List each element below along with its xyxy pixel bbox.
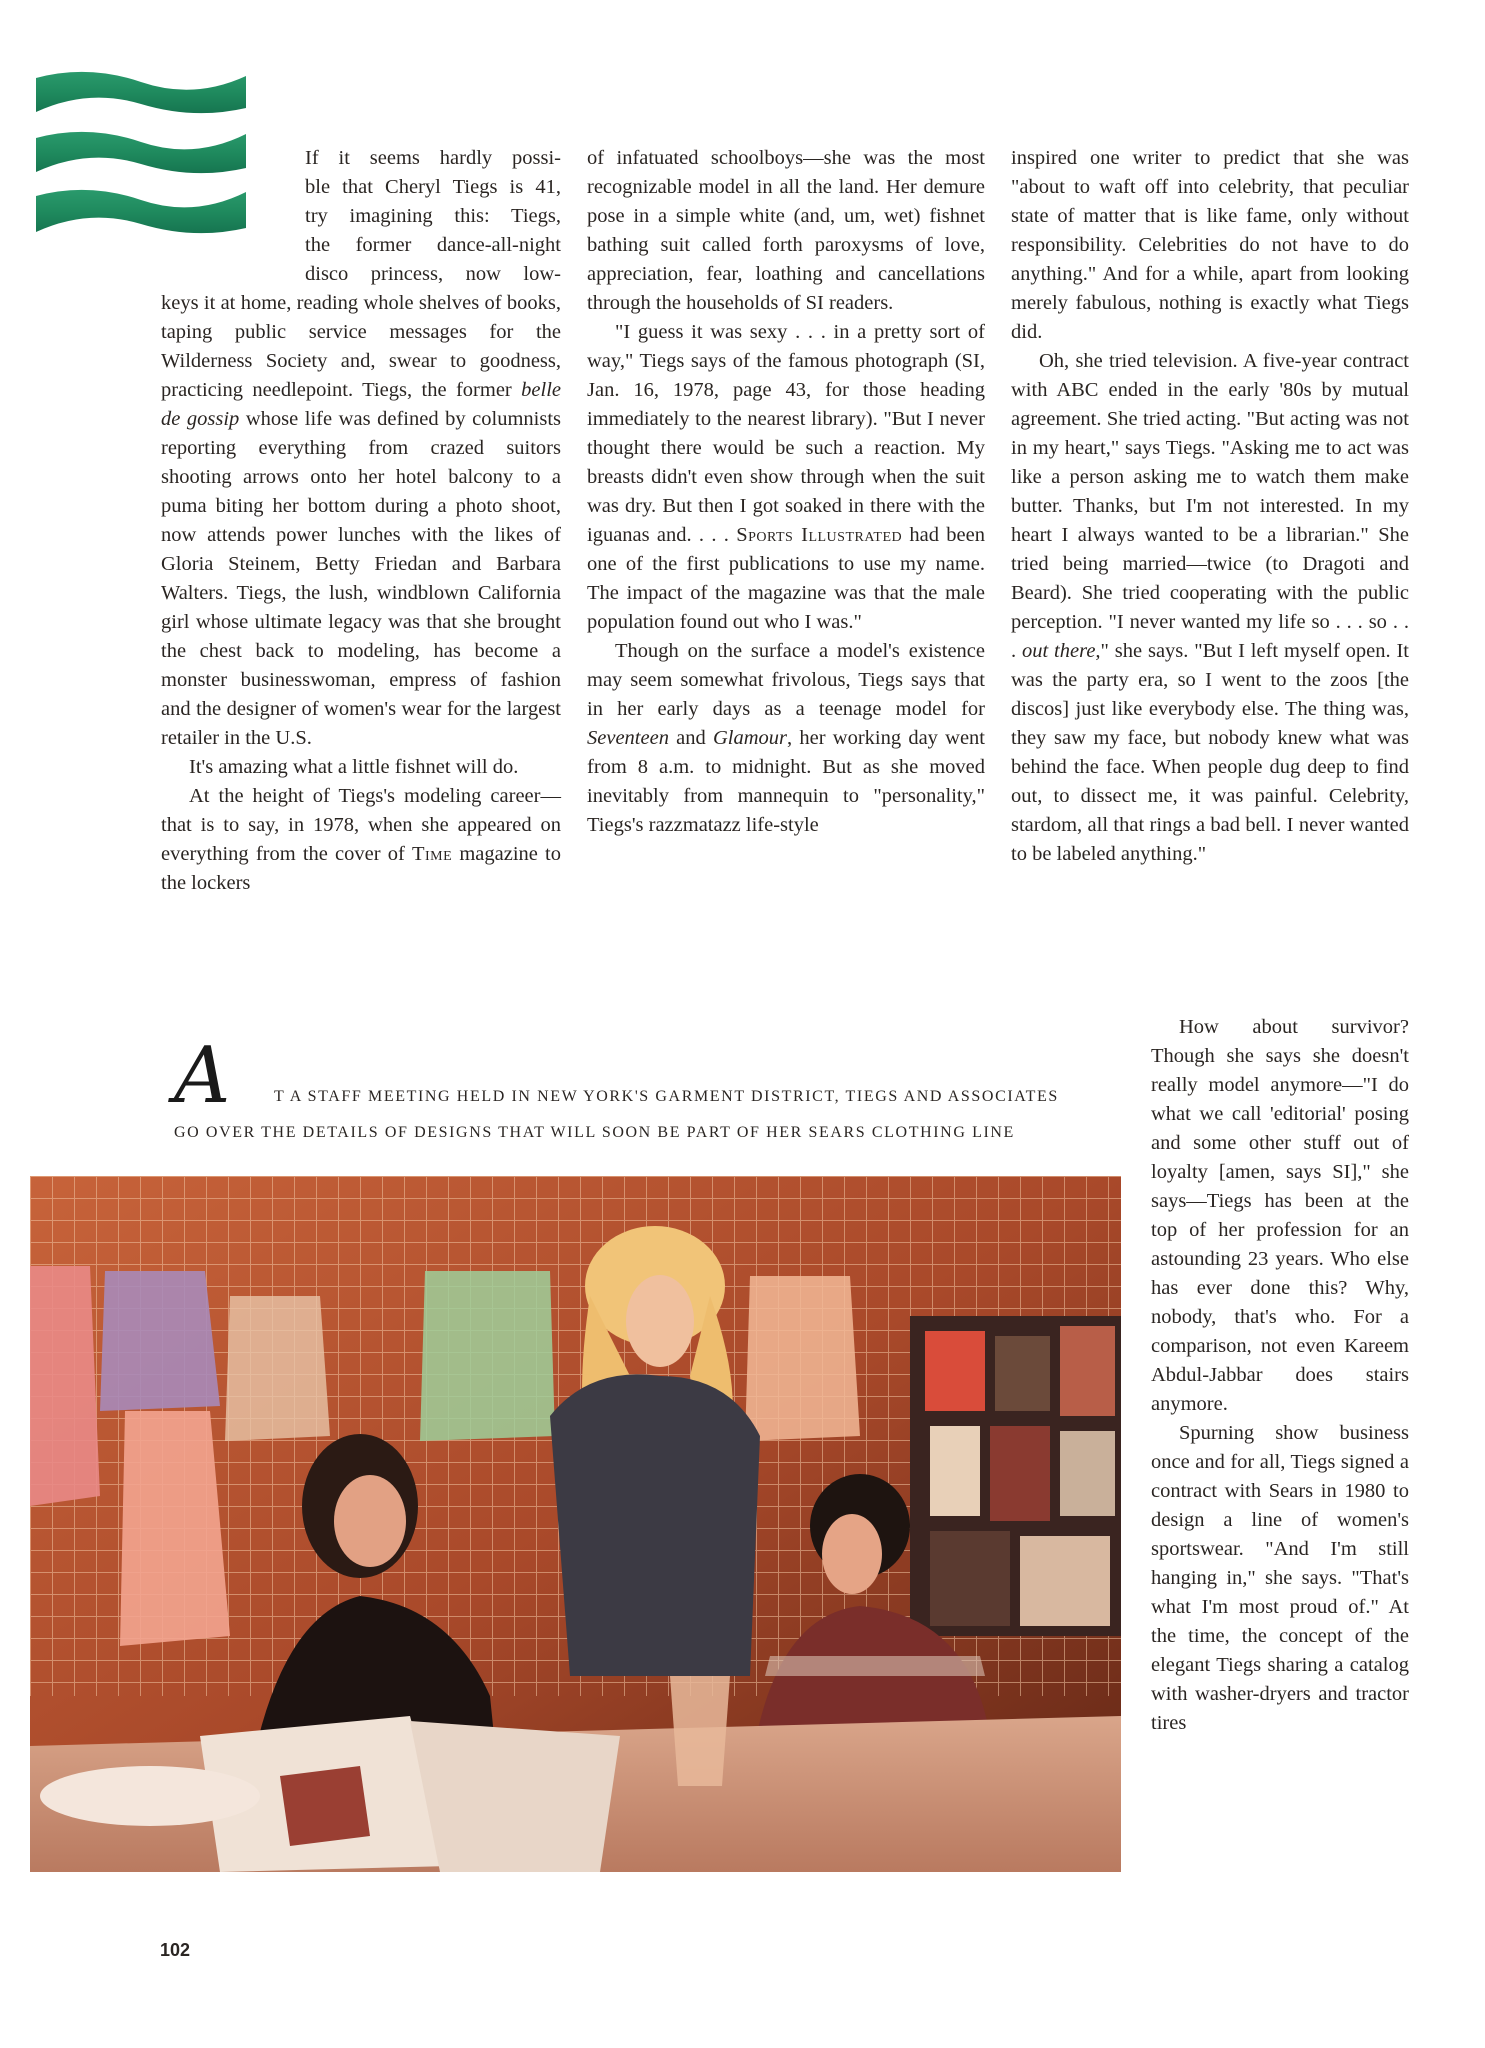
wave-logo-icon [36,68,246,248]
page-number: 102 [160,1940,191,1960]
column-1-opening [305,144,561,289]
italic-phrase: belle de gossip [161,379,561,430]
photo-illustration [30,1176,1121,1872]
opening-line-3: try imagining this: Tiegs, [305,205,561,227]
opening-line-5: disco princess, now low- [305,263,561,285]
text-run: " she says. "But I left myself open. It was the party era, so I went to the zoos [the discos] just like everybody else. The thing was, they saw my face, but nobody knew what was behind the face. When people dug deep to find out, to dissect me, it was painful. Celebrity, stardom, all that rings a bad bell. I never wanted to be labeled anything." [1011,640,1410,865]
opening-line-4: the former dance-all-night [305,234,561,256]
paragraph: of infatuated schoolboys—she was the most recognizable model in all the land. Her demure pose in a simple white (and, um, wet) fishnet bathing suit called forth paroxysms of love, appreciation, fear, loathing and cancellations through the households of SI readers. [587,147,985,314]
paragraph [161,289,561,753]
text-run: Oh, she tried television. A five-year contract with ABC ended in the early '80s by mutual agreement. She tried acting. "But acting was not in my heart," says Tiegs. "Asking me to act was like a person asking me to watch them make butter. Thanks, but I'm not interested. In my heart I always wanted to be a librarian." She tried being married—twice (to Dragoti and Beard). She tried cooperating with the public perception. "I never wanted my life so . . . so . . . [1011,350,1409,662]
paragraph [587,318,985,637]
paragraph: It's amazing what a little fishnet will do. [189,756,519,778]
paragraph: How about survivor? Though she says she doesn't really model anymore—"I do what we call 'editorial' posing and some other stuff out of loyalty [amen, says SI]," she says—Tiegs has been at the top of her profession for an astounding 23 years. Who else has ever done this? Why, nobody, that's who. For a comparison, not even Kareem Abdul-Jabbar does stairs anymore. [1151,1016,1409,1415]
text-run: , her working day went from 8 a.m. to midnight. But as she moved inevitably from mannequin to "personality," Tiegs's razzmatazz life-style [587,727,985,836]
paragraph: inspired one writer to predict that she was "about to waft off into celebrity, that peculiar state of matter that is like fame, only without responsibility. Celebrities do not have to do anything." And for a while, apart from looking merely fabulous, nothing is exactly what Tiegs did. [1011,147,1409,343]
photo-caption [174,1031,1122,1154]
paragraph [161,782,561,898]
text-run: whose life was defined by columnists reporting everything from crazed suitors shooting arrows onto her hotel balcony to a puma biting her bottom during a photo shoot, now attends power lunches with the likes of Gloria Steinem, Betty Friedan and Barbara Walters. Tiegs, the lush, windblown California girl whose ultimate legacy was that she brought the chest back to modeling, has become a monster businesswoman, empress of fashion and the designer of women's wear for the largest retailer in the U.S. [161,408,562,749]
column-2 [587,144,985,840]
paragraph [587,637,985,840]
magazine-name: Sports Illustrated [736,524,903,546]
column-1-body [161,289,561,898]
magazine-name: Glamour [713,727,788,749]
text-run: Though on the surface a model's existence may seem somewhat frivolous, Tiegs says that in her early days as a teenage model for [587,640,985,720]
text-run: and [668,727,713,749]
caption-line-1: T A STAFF MEETING HELD IN NEW YORK'S GARMENT DISTRICT, TIEGS AND ASSOCIATES [274,1088,1059,1105]
text-run: At the height of Tiegs's modeling career—that is to say, in 1978, when she appeared on everything from the cover of [161,785,561,865]
text-run: keys it at home, reading whole shelves of books, taping public service messages for the Wilderness Society and, swear to goodness, practicing needlepoint. Tiegs, the former [161,292,561,401]
caption-line-2: GO OVER THE DETAILS OF DESIGNS THAT WILL SOON BE PART OF HER SEARS CLOTHING LINE [174,1124,1015,1141]
column-3 [1011,144,1409,869]
opening-line-1: If it seems hardly possi- [305,147,561,169]
column-4 [1151,1013,1409,1738]
staff-meeting-photo [30,1176,1121,1872]
magazine-name: Seventeen [587,727,669,749]
text-run: "I guess it was sexy . . . in a pretty sort of way," Tiegs says of the famous photograph (SI, Jan. 16, 1978, page 43, for those heading immediately to the nearest library). "But I never thought there would be such a reaction. My breasts didn't even show through when the suit was dry. But then I got soaked in there with the iguanas and. . . . [587,321,985,546]
text-run: magazine to the lockers [161,843,562,894]
caption-initial: A [174,1031,231,1121]
text-run: had been one of the first publications to use my name. The impact of the magazine was that the male population found out who I was." [587,524,985,633]
paragraph [1011,347,1409,869]
italic-phrase: out there, [1022,640,1101,662]
paragraph: Spurning show business once and for all, Tiegs signed a contract with Sears in 1980 to design a line of women's sportswear. "And I'm still hanging in," she says. "That's what I'm most proud of." At the time, the concept of the elegant Tiegs sharing a catalog with washer-dryers and tractor tires [1151,1422,1409,1734]
magazine-name: Time [412,843,453,865]
opening-line-2: ble that Cheryl Tiegs is 41, [305,176,561,198]
